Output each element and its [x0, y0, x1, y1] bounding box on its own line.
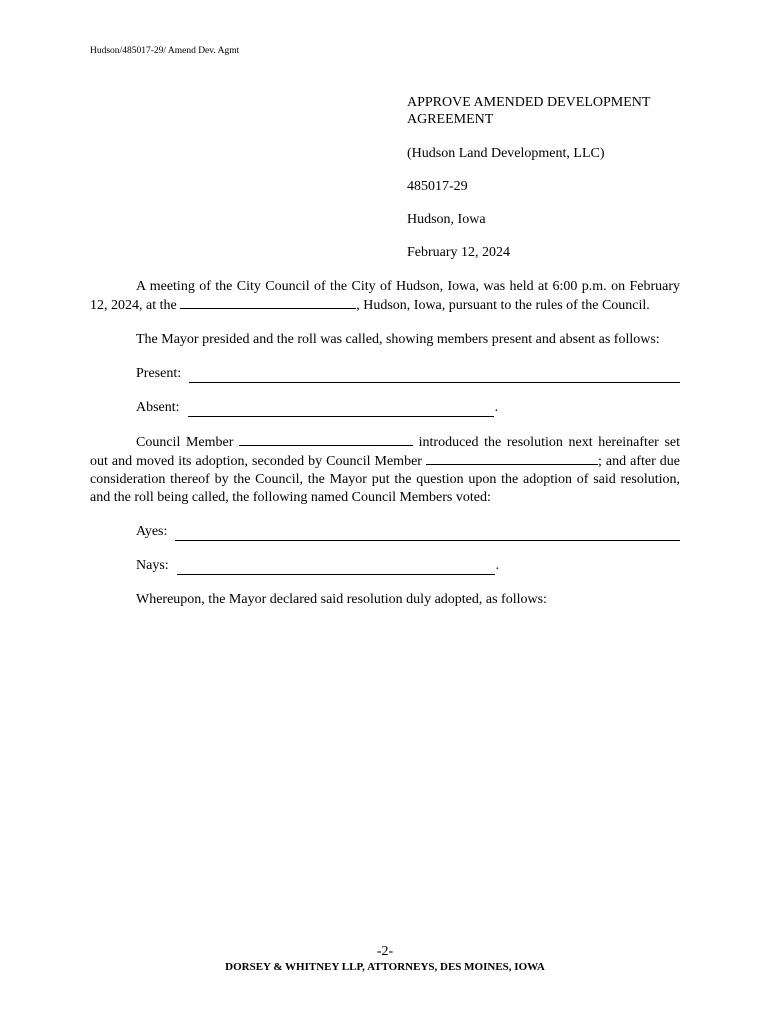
ayes-line [136, 523, 680, 541]
party-name: (Hudson Land Development, LLC) [407, 146, 605, 161]
law-firm-footer: DORSEY & WHITNEY LLP, ATTORNEYS, DES MOINES, IOWA [225, 961, 545, 973]
nays-blank [177, 560, 495, 575]
meeting-text-end: , Hudson, Iowa, pursuant to the rules of the Council. [356, 298, 650, 313]
seconder-blank [426, 452, 598, 465]
ayes-blank [175, 526, 680, 541]
meeting-date: February 12, 2024 [407, 245, 511, 260]
absent-line [136, 399, 680, 417]
introducer-blank [239, 433, 413, 446]
nays-line [136, 557, 680, 575]
nays-label: Nays: [136, 558, 169, 573]
meeting-paragraph [90, 278, 680, 315]
document-body [90, 278, 680, 625]
resolution-paragraph [90, 433, 680, 507]
location: Hudson, Iowa [407, 212, 486, 227]
adoption-paragraph: Whereupon, the Mayor declared said resolution duly adopted, as follows: [136, 592, 547, 607]
document-caption [407, 94, 697, 277]
present-label: Present: [136, 366, 182, 381]
page-footer [0, 944, 770, 974]
resolution-text-middle: introduced the resolution next hereinafter set out and moved its adoption, seconded by Council Member [90, 435, 680, 469]
nays-period: . [495, 558, 500, 573]
absent-blank [188, 402, 494, 417]
matter-number: 485017-29 [407, 179, 468, 194]
ayes-label: Ayes: [136, 524, 168, 539]
meeting-place-blank [180, 296, 356, 309]
page-number: -2- [376, 944, 394, 959]
absent-label: Absent: [136, 400, 180, 415]
file-reference: Hudson/485017-29/ Amend Dev. Agmt [90, 46, 240, 56]
roll-call-paragraph: The Mayor presided and the roll was called, showing members present and absent as follows: [136, 332, 660, 347]
present-blank [189, 368, 680, 383]
resolution-text-start: Council Member [136, 435, 240, 450]
document-title: APPROVE AMENDED DEVELOPMENT AGREEMENT [407, 95, 651, 127]
meeting-text-start: A meeting of the City Council of the City of Hudson, Iowa, was held at 6:00 p.m. on February 12, 2024, at the [90, 279, 680, 313]
present-line [136, 365, 680, 383]
absent-period: . [494, 400, 499, 415]
resolution-text-end: ; and after due consideration thereof by the Council, the Mayor put the question upon the adoption of said resolution, and the roll being called, the following named Council Members voted: [90, 454, 680, 505]
